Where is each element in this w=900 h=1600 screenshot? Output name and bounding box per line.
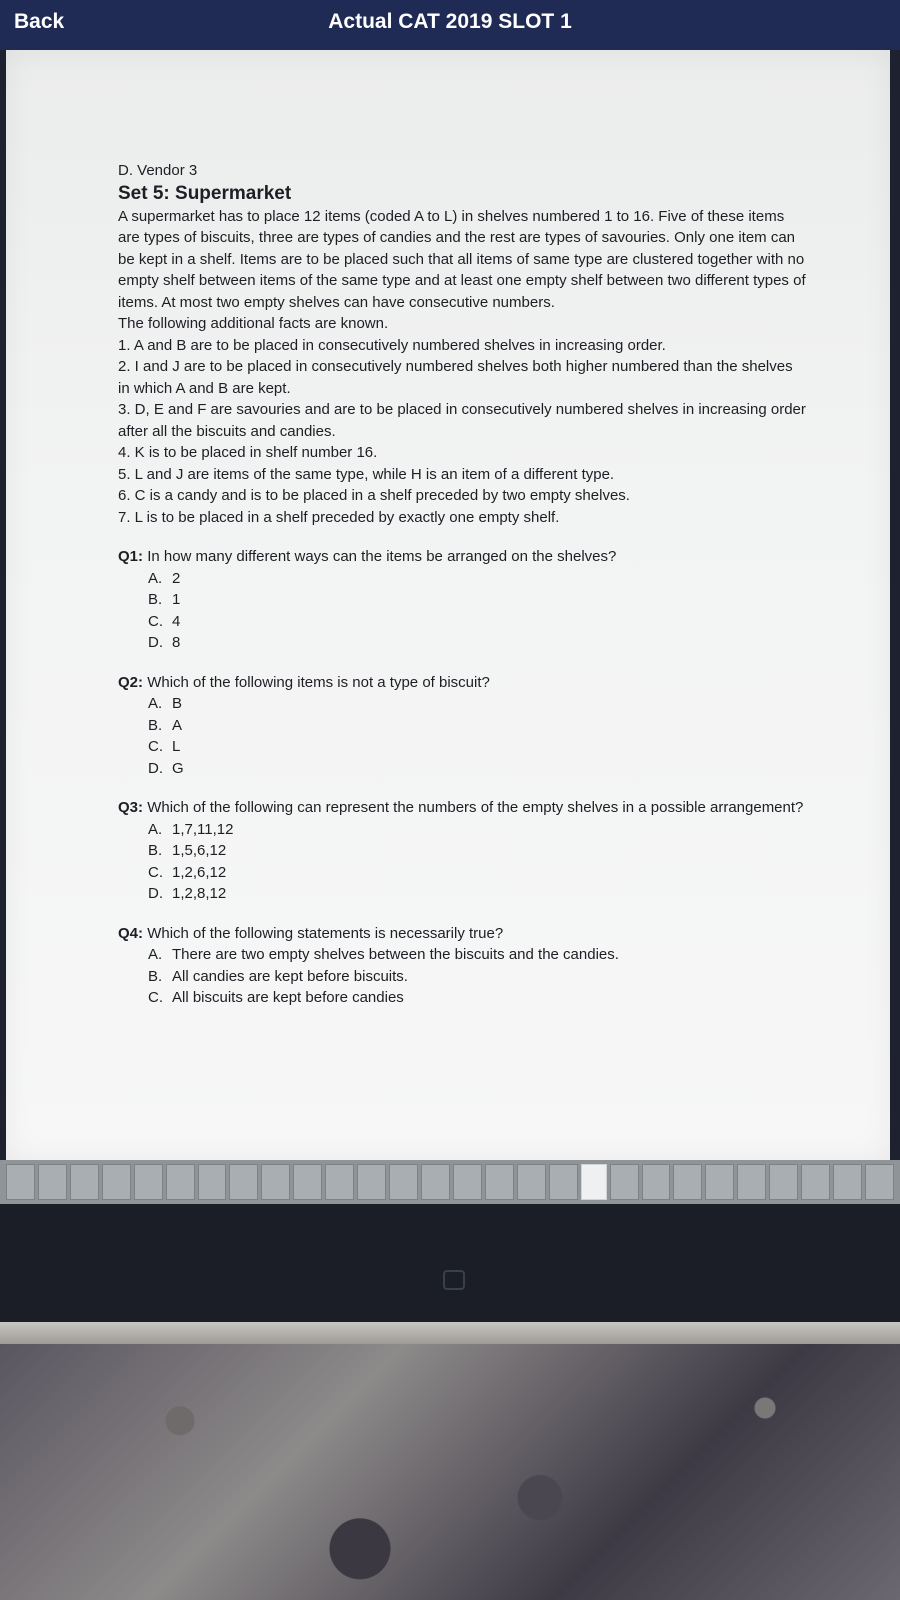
option-text: 2 (172, 569, 181, 587)
option-text: All biscuits are kept before candies (172, 989, 404, 1006)
option-item (148, 862, 808, 884)
question-prompt: Which of the following items is not a type of biscuit? (147, 673, 490, 691)
fact-item: 5. L and J are items of the same type, while H is an item of a different type. (118, 465, 615, 483)
previous-question-option: D. Vendor 3 (118, 162, 198, 179)
option-text: 1,5,6,12 (172, 842, 227, 859)
option-letter: B. (148, 967, 163, 985)
fact-item: 1. A and B are to be placed in consecutively numbered shelves in increasing order. (118, 336, 666, 354)
page-thumbnail[interactable] (485, 1164, 514, 1200)
top-bar (0, 0, 900, 50)
question-text (118, 797, 808, 819)
option-item (148, 611, 808, 633)
fact-item: 2. I and J are to be placed in consecutively numbered shelves both higher numbered than the shelves in which A and B are kept. (118, 358, 793, 397)
background-fabric (0, 1344, 900, 1600)
option-letter: B. (148, 842, 163, 859)
facts-heading: The following additional facts are known. (118, 315, 389, 332)
option-item (148, 966, 808, 988)
page-thumbnail[interactable] (389, 1164, 418, 1200)
device-edge (0, 1322, 900, 1344)
option-item (148, 840, 808, 862)
question-2 (118, 672, 808, 780)
option-item (148, 632, 808, 654)
question-label: Q2: (118, 673, 144, 691)
page-thumbnail[interactable] (70, 1164, 99, 1200)
option-item (148, 693, 808, 715)
page-thumbnail[interactable] (673, 1164, 702, 1200)
option-text: There are two empty shelves between the biscuits and the candies. (172, 946, 619, 963)
question-label: Q4: (118, 924, 144, 942)
page-thumbnail[interactable] (421, 1164, 450, 1200)
page-thumbnail[interactable] (166, 1164, 195, 1200)
question-prompt: Which of the following can represent the numbers of the empty shelves in a possible arrangement? (147, 799, 804, 816)
options-list (148, 568, 808, 654)
page-thumbnail[interactable] (610, 1164, 639, 1200)
option-item (148, 568, 808, 590)
camera-icon (443, 1270, 465, 1290)
question-prompt: Which of the following statements is necessarily true? (147, 924, 504, 942)
question-1 (118, 546, 808, 654)
question-label: Q3: (118, 799, 144, 816)
option-item (148, 883, 808, 905)
option-letter: B. (148, 591, 163, 608)
question-4 (118, 923, 808, 1009)
set-title: Set 5: Supermarket (118, 182, 292, 204)
page-thumbnail[interactable] (801, 1164, 830, 1200)
page-thumbnail[interactable] (357, 1164, 386, 1200)
question-text (118, 923, 808, 945)
option-letter: D. (148, 634, 163, 651)
page-thumbnail[interactable] (325, 1164, 354, 1200)
question-label: Q1: (118, 548, 144, 565)
option-letter: A. (148, 695, 163, 712)
option-text: B (172, 695, 183, 712)
document-page[interactable] (6, 50, 890, 1160)
page-thumbnail[interactable] (229, 1164, 258, 1200)
option-item (148, 819, 808, 841)
page-thumbnail[interactable] (705, 1164, 734, 1200)
page-thumbnail[interactable] (102, 1164, 131, 1200)
option-text: 4 (172, 612, 181, 630)
page-thumbnail[interactable] (549, 1164, 578, 1200)
question-3 (118, 797, 808, 905)
page-thumbnail[interactable] (198, 1164, 227, 1200)
page-thumbnail[interactable] (517, 1164, 546, 1200)
device-bezel (0, 1204, 900, 1322)
page-thumbnail[interactable] (769, 1164, 798, 1200)
option-text: L (172, 738, 181, 755)
options-list (148, 819, 808, 905)
option-letter: D. (148, 759, 163, 777)
option-text: 1,2,6,12 (172, 863, 227, 881)
option-text: 1 (172, 591, 181, 608)
option-item (148, 944, 808, 966)
page-thumbnail[interactable] (293, 1164, 322, 1200)
option-text: 1,7,11,12 (172, 820, 234, 838)
option-letter: C. (148, 863, 163, 881)
back-button[interactable]: Back (14, 10, 65, 33)
option-letter: A. (148, 820, 163, 838)
question-text (118, 546, 808, 568)
page-thumbnail[interactable] (865, 1164, 894, 1200)
option-text: 8 (172, 634, 181, 651)
option-letter: A. (148, 569, 163, 587)
fact-item: 7. L is to be placed in a shelf preceded by exactly one empty shelf. (118, 508, 560, 526)
question-text (118, 672, 808, 694)
page-thumbnail[interactable] (134, 1164, 163, 1200)
page-thumbnail[interactable] (453, 1164, 482, 1200)
fact-item: 3. D, E and F are savouries and are to be placed in consecutively numbered shelves in increasing order after all the biscuits and candies. (118, 401, 806, 440)
page-thumbnail[interactable] (38, 1164, 67, 1200)
fact-item: 6. C is a candy and is to be placed in a shelf preceded by two empty shelves. (118, 487, 630, 504)
fact-item: 4. K is to be placed in shelf number 16. (118, 444, 378, 461)
option-item (148, 987, 808, 1009)
option-item (148, 736, 808, 758)
option-letter: D. (148, 885, 163, 902)
option-letter: A. (148, 946, 163, 963)
option-letter: C. (148, 738, 163, 755)
page-thumbnail[interactable] (6, 1164, 35, 1200)
options-list (148, 944, 808, 1009)
option-text: All candies are kept before biscuits. (172, 967, 408, 985)
document-content (118, 160, 808, 1009)
option-item (148, 758, 808, 780)
page-thumbnail-current[interactable] (581, 1164, 607, 1200)
page-thumbnail[interactable] (261, 1164, 290, 1200)
set-intro-paragraph: A supermarket has to place 12 items (coded A to L) in shelves numbered 1 to 16. Five of these items are types of biscuits, three are types of candies and the rest are types of savouries. Only one item can be kept in a shelf. Items are to be placed such that all items of same type are clustered together with no empty shelf between items of the same type and at least one empty shelf between two different types of items. At most two empty shelves can have consecutive numbers. (118, 207, 806, 311)
option-letter: C. (148, 612, 163, 630)
option-letter: C. (148, 989, 163, 1006)
option-item (148, 715, 808, 737)
page-thumbnail[interactable] (737, 1164, 766, 1200)
page-thumbnail[interactable] (642, 1164, 671, 1200)
document-title: Actual CAT 2019 SLOT 1 (328, 10, 572, 33)
option-text: G (172, 759, 184, 777)
option-text: 1,2,8,12 (172, 885, 227, 902)
option-item (148, 589, 808, 611)
option-text: A (172, 716, 183, 734)
page-thumbnail-strip (0, 1160, 900, 1204)
options-list (148, 693, 808, 779)
option-letter: B. (148, 716, 163, 734)
page-thumbnail[interactable] (833, 1164, 862, 1200)
question-prompt: In how many different ways can the items be arranged on the shelves? (147, 548, 617, 565)
